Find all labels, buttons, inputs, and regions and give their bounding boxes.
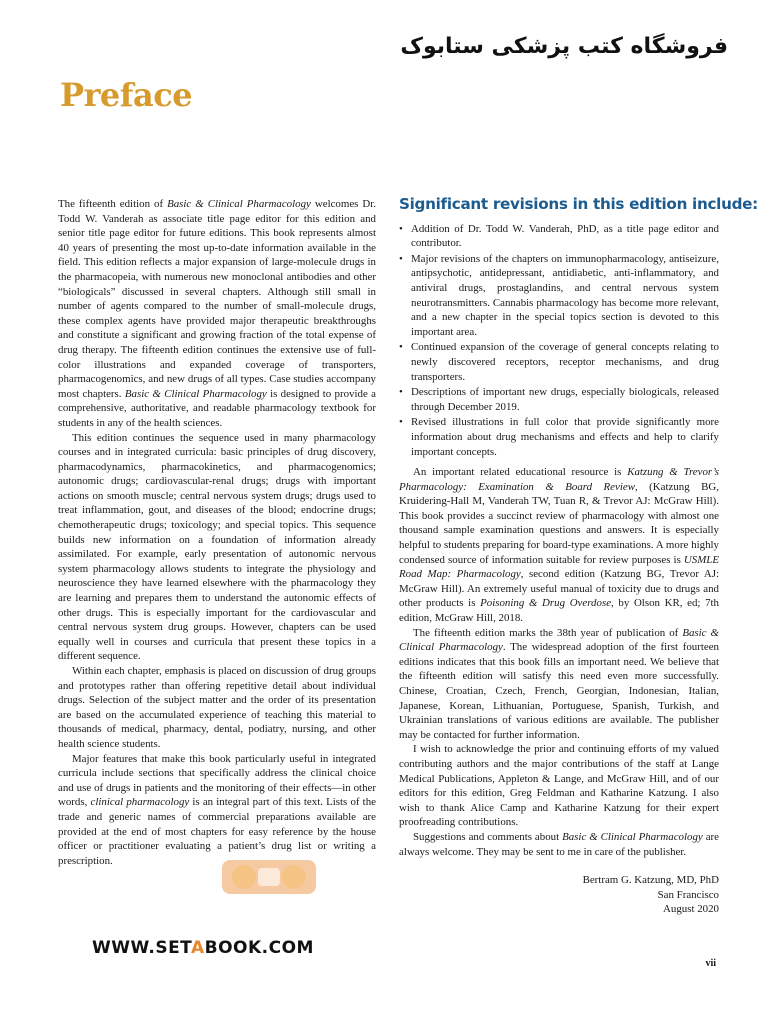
preface-paragraph: I wish to acknowledge the prior and continuing efforts of my valued contributing authors and the major contributions of the staff at Lange Medical Publications, Appleton & Lange, and McGraw Hill, and of our editors for this edition, Greg Feldman and Katharine Katzung. I also wish to thank Alice Camp and Katharine Katzung for their expert proofreading contributions. bbox=[399, 743, 719, 829]
italic-title: Basic & Clinical Pharmacology bbox=[124, 387, 267, 400]
preface-paragraph: Within each chapter, emphasis is placed on discussion of drug groups and prototypes rather than offering repetitive detail about individual drugs. Selection of the subject matter and the order of its presentation are based on the accumulated experience of teaching this material to thousands of medical, pharmacy, dental, podiatry, nursing, and other health science students. bbox=[58, 665, 376, 750]
store-name-header: فروشگاه کتب پزشکی ستابوک bbox=[400, 34, 728, 59]
revision-item: • Revised illustrations in full color that provide significantly more information about drug mechanisms and effects and help to clarify important concepts. bbox=[399, 415, 719, 459]
italic-title: Basic & Clinical Pharmacology bbox=[562, 830, 703, 843]
preface-paragraph: Suggestions and comments about Basic & Clinical Pharmacology are always welcome. They may be sent to me in care of the publisher. bbox=[399, 830, 719, 858]
preface-paragraph: The fifteenth edition of Basic & Clinical Pharmacology welcomes Dr. Todd W. Vanderah as associate title page editor for this edition and senior title page editor for future editions. This book represents almost 40 years of presenting the most up-to-date information available in the field. This edition reflects a major expansion of large-molecule drugs in the pharmacopeia, with numerous new monoclonal antibodies and other “biologicals” discussed in several chapters. Although still small in number of agents compared to the number of small-molecule drugs, these complex agents have provided major therapeutic breakthroughs and constitute a significant and growing fraction of the total expense of drug therapy. The fifteenth edition continues the extensive use of full-color illustrations and expanded coverage of transporters, pharmacogenomics, and new drugs of all types. Case studies accompany most chapters. Basic & Clinical Pharmacology is designed to provide a comprehensive, authoritative, and readable pharmacology textbook for students in any of the health sciences. bbox=[58, 198, 377, 429]
revision-item: • Addition of Dr. Todd W. Vanderah, PhD, as a title page editor and contributor. bbox=[399, 222, 719, 251]
page-number: vii bbox=[705, 958, 716, 969]
preface-paragraph: This edition continues the sequence used in many pharmacology courses and in integrated curricula: basic principles of drug discovery, pharmacodynamics, pharmacokinetics, and pharmacogenomics; autonomic drugs; cardiovascular-renal drugs; drugs with important actions on smooth muscle; central nervous system drugs; drugs used to treat inflammation, gout, and diseases of the blood; endocrine drugs; chemotherapeutic drugs; toxicology; and special topics. This sequence builds new information on a foundation of information already assimilated. For example, early presentation of autonomic nervous system pharmacology allows students to integrate the physiology and neuroscience they have learned elsewhere with the pharmacology they are learning and prepares them to understand the autonomic effects of other drugs. This is especially important for the cardiovascular and central nervous system drug groups. However, chapters can be used equally well in courses and curricula that present these topics in a different sequence. bbox=[58, 431, 376, 663]
page-title: Preface bbox=[60, 76, 193, 114]
setabook-logo-watermark bbox=[214, 846, 324, 908]
author-location: San Francisco bbox=[657, 888, 719, 901]
revisions-heading: Significant revisions in this edition include: bbox=[399, 195, 758, 213]
revision-item: • Major revisions of the chapters on immunopharmacology, antiseizure, antipsychotic, antidepressant, antidiabetic, anti-inflammatory, and antiviral drugs, prostaglandins, and central nervous system neurotransmitters. Cannabis pharmacology has become more relevant, and a new chapter in the special topics section is devoted to this important area. bbox=[399, 252, 719, 340]
revision-item: • Descriptions of important new drugs, especially biologicals, released through December 2019. bbox=[399, 385, 719, 414]
right-column bbox=[399, 195, 758, 917]
italic-title: clinical pharmacology bbox=[90, 796, 190, 809]
preface-paragraph: An important related educational resource is Katzung & Trevor’s Pharmacology: Examination & Board Review, (Katzung BG, Kruidering-Hall M, Vanderah TW, Tuan R, & Trevor AJ: McGraw Hill). This book provides a succinct review of pharmacology with almost one thousand sample examination questions and answers. It is especially helpful to students preparing for board-type examinations. A more highly condensed source of information suitable for review purposes is USMLE Road Map: Pharmacology, second edition (Katzung BG, Trevor AJ: McGraw Hill). An extremely useful manual of toxicity due to drugs and other products is Poisoning & Drug Overdose, by Olson KR, ed; 7th edition, McGraw Hill, 2018. bbox=[399, 466, 719, 625]
italic-title: Basic & Clinical Pharmacology bbox=[399, 626, 719, 654]
site-url-prefix: WWW.SET bbox=[92, 938, 191, 958]
site-url-watermark bbox=[92, 938, 314, 958]
italic-title: Basic & Clinical Pharmacology bbox=[167, 198, 311, 210]
italic-title: Poisoning & Drug Overdose bbox=[480, 597, 612, 610]
revisions-list bbox=[399, 222, 719, 460]
revision-item: • Continued expansion of the coverage of general concepts relating to newly discovered receptors, receptor mechanisms, and drug transporters. bbox=[399, 340, 719, 384]
signature-block bbox=[399, 873, 719, 917]
site-url-suffix: BOOK.COM bbox=[204, 938, 314, 958]
signature-date: August 2020 bbox=[663, 903, 719, 916]
italic-title: USMLE Road Map: Pharmacology bbox=[399, 553, 719, 581]
author-name: Bertram G. Katzung, MD, PhD bbox=[582, 874, 719, 887]
preface-paragraph: The fifteenth edition marks the 38th year of publication of Basic & Clinical Pharmacology. The widespread adoption of the first fourteen editions indicates that this book fills an important need. We believe that the fifteenth edition will satisfy this need even more successfully. Chinese, Croatian, Czech, French, Georgian, Indonesian, Italian, Japanese, Korean, Lithuanian, Portuguese, Spanish, Turkish, and Ukrainian translations of various editions are available. The publisher may be contacted for further information. bbox=[399, 626, 719, 741]
left-column bbox=[58, 197, 376, 868]
site-url-highlight: A bbox=[190, 938, 205, 958]
preface-paragraph: Major features that make this book particularly useful in integrated curricula include sections that specifically address the clinical choice and use of drugs in patients and the monitoring of their effects—in other words, clinical pharmacology is an integral part of this text. Lists of the trade and generic names of commercial preparations available are provided at the end of most chapters for easy reference by the house officer or practitioner evaluating a patient’s drug list or writing a prescription. bbox=[58, 752, 376, 867]
italic-title: Katzung & Trevor’s Pharmacology: Examination & Board Review bbox=[399, 466, 719, 493]
